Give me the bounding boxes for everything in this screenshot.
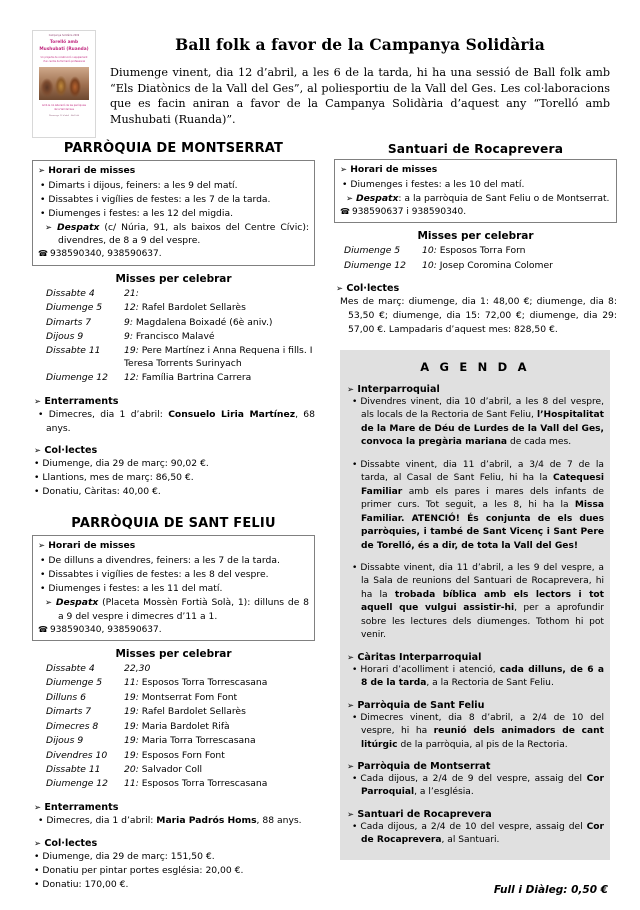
mass-day: Dissabte 11 bbox=[46, 764, 101, 776]
mass-intention: Maria Torra Torrescasana bbox=[138, 735, 256, 747]
telephone-icon bbox=[38, 249, 50, 259]
montserrat-despatx-line bbox=[38, 221, 309, 249]
mass-day: Diumenge 12 bbox=[344, 259, 406, 271]
agenda-text: , a la Rectoria de Sant Feliu. bbox=[426, 678, 554, 689]
sant-feliu-title: PARRÒQUIA DE SANT FELIU bbox=[71, 516, 276, 532]
agenda-groups bbox=[346, 384, 604, 848]
agenda-text: Cada dijous, a 2/4 de 9 del vespre, assaig del bbox=[360, 773, 587, 784]
sant-feliu-schedule-heading bbox=[38, 539, 309, 553]
list-item bbox=[32, 457, 315, 471]
heading-label: Càritas Interparroquial bbox=[354, 651, 482, 663]
sant-feliu-despatx-line bbox=[38, 596, 309, 624]
agenda-emphasis: cada dilluns, de 6 a 8 de la tarda bbox=[361, 664, 604, 689]
agenda-group bbox=[346, 700, 604, 752]
montserrat-schedule-list bbox=[38, 179, 309, 221]
agenda-item bbox=[346, 562, 604, 643]
arrow-bullet-icon bbox=[34, 396, 41, 407]
poster-subtitle: Un projecte de construcció i equipament d'un centre de formació professional bbox=[40, 56, 88, 63]
mass-day: Divendres 10 bbox=[46, 749, 108, 761]
agenda-text: , al Santuari. bbox=[441, 835, 500, 846]
agenda-emphasis: Catequesi Familiar bbox=[361, 473, 604, 497]
list-item bbox=[38, 193, 309, 207]
agenda-group bbox=[346, 761, 604, 800]
list-item-text: Diumenges i festes: a les 10 del matí. bbox=[350, 178, 525, 190]
table-row bbox=[32, 330, 315, 344]
list-item bbox=[32, 850, 315, 864]
list-item-text: Dimarts i dijous, feiners: a les 9 del matí. bbox=[48, 179, 238, 191]
montserrat-collections bbox=[32, 445, 315, 499]
mass-time: 11: bbox=[124, 677, 139, 689]
mass-time: 19: bbox=[124, 749, 139, 761]
mass-time: 10: bbox=[422, 259, 437, 271]
rocaprevera-schedule-heading bbox=[340, 163, 611, 177]
mass-intention: Esposos Forn Font bbox=[138, 749, 225, 761]
sant-feliu-schedule-list bbox=[38, 554, 309, 596]
agenda-text: de la parròquia, al pis de la Rectoria. bbox=[397, 739, 568, 750]
header-text-block bbox=[96, 30, 610, 139]
heading-label: Parròquia de Montserrat bbox=[354, 760, 491, 772]
arrow-bullet-icon bbox=[336, 283, 343, 294]
agenda-group-heading bbox=[347, 809, 604, 820]
rocaprevera-schedule-list bbox=[340, 178, 611, 192]
montserrat-title: PARRÒQUIA DE MONTSERRAT bbox=[63, 141, 284, 156]
agenda-text: Horari d’acolliment i atenció, bbox=[360, 664, 500, 675]
arrow-bullet-icon bbox=[34, 445, 41, 456]
mass-detail bbox=[124, 720, 315, 734]
list-item-text: Donatiu: 170,00 €. bbox=[42, 878, 129, 890]
mass-time: 12: bbox=[124, 372, 139, 384]
mass-time: 19: bbox=[124, 345, 139, 357]
mass-day: Dilluns 6 bbox=[46, 691, 86, 703]
list-item bbox=[38, 207, 309, 221]
mass-day: Dissabte 4 bbox=[46, 287, 95, 299]
mass-detail bbox=[124, 763, 315, 777]
telephone-icon bbox=[340, 207, 352, 217]
arrow-bullet-icon bbox=[346, 193, 353, 204]
despatx-label: Despatx bbox=[57, 221, 100, 233]
agenda-group-heading bbox=[347, 761, 604, 772]
bullet-icon: • bbox=[38, 408, 49, 420]
sant-feliu-masses-table bbox=[32, 662, 315, 792]
sant-feliu-masses-heading: Misses per celebrar bbox=[115, 648, 232, 661]
heading-label: Parròquia de Sant Feliu bbox=[354, 699, 485, 711]
heading-label: Enterraments bbox=[44, 801, 119, 813]
agenda-text: , per a aprofundir sobre les lectures dels diumenges. Tothom hi pot venir. bbox=[361, 603, 604, 641]
sant-feliu-collections-heading bbox=[34, 838, 315, 849]
list-item bbox=[32, 864, 315, 878]
arrow-bullet-icon bbox=[45, 222, 52, 233]
agenda-text: Dimecres vinent, dia 8 d’abril, a 2/4 de 10 del vespre, hi ha bbox=[360, 712, 604, 737]
agenda-item bbox=[346, 396, 604, 450]
rocaprevera-info-box bbox=[334, 159, 617, 223]
arrow-bullet-icon bbox=[347, 809, 354, 820]
burial-age: , 88 anys. bbox=[256, 814, 302, 826]
section-montserrat bbox=[32, 142, 315, 499]
mass-day: Dimecres 8 bbox=[46, 720, 99, 732]
mass-time: 11: bbox=[124, 778, 139, 790]
mass-intention: Esposos Torra Torrescasana bbox=[138, 677, 268, 689]
poster-photo bbox=[39, 67, 89, 100]
agenda-item bbox=[346, 773, 604, 800]
table-row bbox=[32, 316, 315, 330]
despatx-label: Despatx bbox=[355, 192, 399, 204]
mass-time: 10: bbox=[422, 245, 437, 257]
table-row bbox=[32, 777, 315, 791]
mass-intention: Esposos Torra Torrescasana bbox=[138, 778, 268, 790]
mass-intention: Família Bartrina Carrera bbox=[138, 372, 252, 384]
mass-time: 20: bbox=[124, 764, 139, 776]
poster-footer-line-2: Diumenge 12 d'abril · Ball folk bbox=[48, 114, 80, 117]
montserrat-masses-table bbox=[32, 287, 315, 386]
agenda-spacer bbox=[346, 645, 604, 652]
agenda-emphasis: Missa Familiar. ATENCIÓ! És conjunta de els dues parròquies, i també de Sant Vicenç i Sant Pere de Torelló, és a dir, de tota la Vall del Ges! bbox=[361, 500, 604, 551]
agenda-emphasis: trobada bíblica amb els lectors i tot aquell que vulgui assistir-hi bbox=[361, 589, 605, 614]
arrow-bullet-icon bbox=[347, 761, 354, 772]
montserrat-phone-line bbox=[38, 248, 309, 262]
page-footer-price: Full i Diàleg: 0,50 € bbox=[493, 884, 608, 896]
arrow-bullet-icon bbox=[347, 652, 354, 663]
mass-day: Dissabte 4 bbox=[46, 663, 95, 675]
mass-time: 19: bbox=[124, 691, 139, 703]
list-item-text: Dissabtes i vigílies de festes: a les 8 del vespre. bbox=[48, 569, 269, 580]
mass-detail bbox=[124, 371, 315, 385]
mass-day: Diumenge 5 bbox=[46, 677, 103, 689]
table-row bbox=[32, 734, 315, 748]
agenda-item bbox=[346, 712, 604, 752]
burial-name: Maria Padrós Homs bbox=[156, 814, 257, 826]
agenda-spacer bbox=[346, 754, 604, 761]
rocaprevera-title: Santuari de Rocaprevera bbox=[387, 142, 564, 156]
section-sant-feliu bbox=[32, 517, 315, 891]
right-column bbox=[334, 142, 617, 336]
mass-day: Dijous 9 bbox=[46, 735, 84, 747]
agenda-text: Dissabte vinent, dia 11 d’abril, a 3/4 de 7 de la tarda, al Casal de Sant Feliu, hi ha la bbox=[360, 459, 604, 484]
phone-numbers: 938590637 i 938590340. bbox=[351, 206, 467, 217]
despatx-text: (Placeta Mossèn Fortià Solà, 1): dilluns de 8 a 9 del vespre i dimecres d’11 a 1. bbox=[58, 596, 310, 622]
burial-age: , 68 anys. bbox=[46, 408, 315, 434]
montserrat-masses-heading: Misses per celebrar bbox=[115, 272, 232, 285]
telephone-icon bbox=[38, 625, 50, 635]
list-item-text: Donatiu per pintar portes església: 20,00 €. bbox=[42, 864, 244, 876]
table-row bbox=[334, 244, 617, 258]
campaign-poster-thumbnail bbox=[32, 30, 96, 138]
sant-feliu-burials-list bbox=[32, 814, 315, 828]
arrow-bullet-icon bbox=[340, 164, 347, 175]
agenda-group bbox=[346, 809, 604, 848]
table-row bbox=[32, 676, 315, 690]
agenda-text: Dissabte vinent, dia 11 d’abril, a les 9 del vespre, a la Sala de reunions del Santuari de Rocaprevera, hi ha la bbox=[360, 562, 604, 600]
mass-time: 19: bbox=[124, 706, 139, 718]
mass-day: Dimarts 7 bbox=[46, 316, 92, 328]
mass-time: 9: bbox=[124, 316, 133, 328]
heading-label: Col·lectes bbox=[346, 282, 400, 294]
burial-name: Consuelo Liria Martínez bbox=[168, 408, 296, 420]
agenda-item bbox=[346, 459, 604, 553]
list-item bbox=[38, 568, 309, 582]
list-item bbox=[32, 814, 315, 828]
list-item-text: Diumenges i festes: a les 11 del matí. bbox=[48, 582, 223, 594]
heading-label: Col·lectes bbox=[44, 445, 98, 457]
burial-date: Dimecres, dia 1 d’abril: bbox=[48, 408, 169, 420]
agenda-group-heading bbox=[347, 652, 604, 663]
rocaprevera-masses-table bbox=[334, 244, 617, 273]
montserrat-collections-list bbox=[32, 457, 315, 499]
agenda-text: Cada dijous, a 2/4 de 10 del vespre, assaig del bbox=[360, 821, 587, 832]
rocaprevera-masses-heading: Misses per celebrar bbox=[417, 230, 534, 243]
rocaprevera-collections-list bbox=[334, 295, 617, 336]
mass-intention: Rafel Bardolet Sellarès bbox=[138, 706, 246, 718]
agenda-text: de cada mes. bbox=[507, 437, 572, 448]
agenda-emphasis: Cor Parroquial bbox=[361, 773, 604, 798]
agenda-text: , a l’església. bbox=[414, 787, 474, 798]
mass-intention: Magdalena Boixadé (6è aniv.) bbox=[132, 316, 273, 328]
mass-day: Dissabte 11 bbox=[46, 345, 101, 357]
agenda-emphasis: l’Hospitalitat de la Mare de Déu de Lurdes de la Vall del Ges, convoca la pregària mariana bbox=[361, 410, 604, 448]
heading-label: Horari de misses bbox=[48, 164, 136, 176]
agenda-emphasis: Cor de Rocaprevera bbox=[361, 821, 604, 846]
agenda-item bbox=[346, 664, 604, 691]
arrow-bullet-icon bbox=[34, 802, 41, 813]
mass-detail bbox=[124, 705, 315, 719]
table-row bbox=[32, 749, 315, 763]
mass-intention: Esposos Torra Forn bbox=[436, 245, 526, 257]
list-item-text: Diumenges i festes: a les 12 del migdia. bbox=[48, 207, 233, 219]
agenda-text: Divendres vinent, dia 10 d’abril, a les 8 del vespre, als locals de la Rectoria de Sant Feliu, bbox=[360, 397, 604, 421]
despatx-label: Despatx bbox=[55, 596, 99, 608]
heading-label: Santuari de Rocaprevera bbox=[354, 808, 492, 820]
list-item bbox=[32, 408, 315, 436]
montserrat-burials-list bbox=[32, 408, 315, 436]
burial-date: Dimecres, dia 1 d’abril: bbox=[46, 814, 157, 826]
mass-detail bbox=[124, 287, 315, 301]
arrow-bullet-icon bbox=[45, 597, 52, 608]
mass-intention: Rafel Bardolet Sellarès bbox=[138, 302, 246, 314]
left-column bbox=[32, 142, 315, 892]
table-row bbox=[32, 371, 315, 385]
agenda-group-heading bbox=[347, 384, 604, 395]
mass-detail bbox=[422, 244, 617, 258]
mass-detail bbox=[124, 316, 315, 330]
montserrat-info-box bbox=[32, 160, 315, 266]
sant-feliu-burials bbox=[32, 802, 315, 828]
mass-detail bbox=[124, 344, 315, 371]
arrow-bullet-icon bbox=[38, 540, 45, 551]
list-item bbox=[334, 295, 617, 336]
page-title: Ball folk a favor de la Campanya Solidària bbox=[175, 35, 545, 54]
table-row bbox=[334, 259, 617, 273]
mass-detail bbox=[124, 734, 315, 748]
mass-detail bbox=[422, 259, 617, 273]
montserrat-collections-heading bbox=[34, 445, 315, 456]
sant-feliu-phone-line bbox=[38, 624, 309, 638]
mass-detail bbox=[124, 676, 315, 690]
agenda-title: A G E N D A bbox=[420, 360, 530, 374]
bullet-icon: • bbox=[38, 814, 47, 826]
list-item-text: Diumenge, dia 29 de març: 90,02 €. bbox=[42, 458, 209, 470]
list-item-text: Mes de març: diumenge, dia 1: 48,00 €; diumenge, dia 8: 53,50 €; diumenge, dia 15: 72,00 €; diumenge, dia 29: 57,00 €. Lampadaris d’aquest mes: 828,50 €. bbox=[340, 295, 617, 335]
agenda-spacer bbox=[346, 693, 604, 700]
list-item-text: Diumenge, dia 29 de març: 151,50 €. bbox=[42, 850, 215, 862]
poster-top-line: Campanya Solidària 2009 bbox=[48, 34, 80, 37]
table-row bbox=[32, 705, 315, 719]
agenda-group bbox=[346, 384, 604, 643]
agenda-item bbox=[346, 821, 604, 848]
table-row bbox=[32, 763, 315, 777]
heading-label: Col·lectes bbox=[44, 837, 98, 849]
rocaprevera-phone-line bbox=[340, 206, 611, 220]
table-row bbox=[32, 720, 315, 734]
list-item-text: De dilluns a divendres, feiners: a les 7 de la tarda. bbox=[48, 555, 280, 567]
mass-day: Diumenge 12 bbox=[46, 778, 108, 790]
montserrat-burials bbox=[32, 396, 315, 436]
mass-intention: Montserrat Fom Font bbox=[138, 691, 238, 703]
list-item bbox=[32, 878, 315, 892]
mass-day: Dijous 9 bbox=[46, 331, 84, 343]
list-item-text: Llantions, mes de març: 86,50 €. bbox=[42, 472, 194, 484]
mass-time: 21: bbox=[124, 287, 139, 299]
arrow-bullet-icon bbox=[38, 165, 45, 176]
poster-footer-line: Amb la col·laboració de les parròquies de la Vall del Ges bbox=[42, 104, 86, 111]
list-item bbox=[38, 554, 309, 568]
header-lede-paragraph: Diumenge vinent, dia 12 d’abril, a les 6 de la tarda, hi ha una sessió de Ball folk amb “Els Diatònics de la Vall del Ges”, al poliesportiu de la Vall del Ges. Les col·laboracions que es facin aniran a favor de la Campanya Solidària d’aquest any “Torelló amb Mushubati (Ruanda)”. bbox=[110, 65, 610, 127]
montserrat-schedule-heading bbox=[38, 164, 309, 178]
table-row bbox=[32, 662, 315, 676]
table-row bbox=[32, 691, 315, 705]
rocaprevera-collections bbox=[334, 283, 617, 336]
phone-numbers: 938590340, 938590637. bbox=[49, 249, 162, 260]
agenda-panel bbox=[340, 350, 610, 860]
arrow-bullet-icon bbox=[347, 384, 354, 395]
mass-detail bbox=[124, 330, 315, 344]
mass-detail bbox=[124, 749, 315, 763]
mass-intention: Pere Martínez i Anna Requena i fills. I Teresa Torrents Surinyach bbox=[124, 345, 313, 369]
despatx-text: (c/ Núria, 91, als baixos del Centre Cívic): divendres, de 8 a 9 del vespre. bbox=[58, 221, 310, 247]
heading-label: Interparroquial bbox=[354, 384, 440, 395]
list-item-text: Dissabtes i vigílies de festes: a les 7 de la tarda. bbox=[48, 193, 271, 205]
section-rocaprevera bbox=[334, 142, 617, 336]
agenda-group-heading bbox=[347, 700, 604, 711]
heading-label: Enterraments bbox=[44, 395, 119, 407]
sant-feliu-collections bbox=[32, 838, 315, 892]
heading-label: Horari de misses bbox=[350, 164, 438, 176]
mass-detail bbox=[124, 301, 315, 315]
table-row bbox=[32, 287, 315, 301]
mass-intention: Josep Coromina Colomer bbox=[436, 259, 553, 271]
list-item bbox=[340, 178, 611, 192]
mass-day: Dimarts 7 bbox=[46, 706, 92, 718]
mass-time: 22,30 bbox=[124, 663, 151, 675]
mass-detail bbox=[124, 777, 315, 791]
mass-time: 9: bbox=[124, 331, 133, 343]
agenda-group bbox=[346, 652, 604, 691]
mass-intention: Maria Bardolet Rifà bbox=[138, 720, 230, 732]
mass-day: Diumenge 5 bbox=[46, 302, 103, 314]
agenda-text: amb els pares i mares dels infants de primer curs. Tot seguit, a les 8, hi ha la bbox=[361, 486, 604, 511]
despatx-text: : a la parròquia de Sant Feliu o de Montserrat. bbox=[398, 192, 610, 204]
poster-title: Torelló amb Mushubati (Ruanda) bbox=[39, 40, 89, 53]
rocaprevera-collections-heading bbox=[336, 283, 617, 294]
mass-day: Diumenge 5 bbox=[344, 245, 401, 257]
heading-label: Horari de misses bbox=[48, 540, 136, 552]
phone-numbers: 938590340, 938590637. bbox=[49, 624, 162, 635]
mass-detail bbox=[124, 662, 315, 676]
agenda-emphasis: reunió dels animadors de cant litúrgic bbox=[361, 726, 604, 750]
list-item bbox=[38, 582, 309, 596]
sant-feliu-collections-list bbox=[32, 850, 315, 892]
arrow-bullet-icon bbox=[347, 700, 354, 711]
arrow-bullet-icon bbox=[34, 838, 41, 849]
page-header bbox=[32, 30, 610, 139]
sant-feliu-burials-heading bbox=[34, 802, 315, 813]
mass-detail bbox=[124, 691, 315, 705]
list-item bbox=[32, 485, 315, 499]
agenda-spacer bbox=[346, 802, 604, 809]
mass-time: 12: bbox=[124, 302, 139, 314]
mass-day: Diumenge 12 bbox=[46, 372, 108, 384]
table-row bbox=[32, 344, 315, 371]
table-row bbox=[32, 301, 315, 315]
list-item bbox=[38, 179, 309, 193]
sant-feliu-info-box bbox=[32, 535, 315, 641]
montserrat-burials-heading bbox=[34, 396, 315, 407]
mass-time: 19: bbox=[124, 720, 139, 732]
mass-time: 19: bbox=[124, 735, 139, 747]
rocaprevera-despatx-line bbox=[340, 192, 611, 206]
mass-intention: Francisco Malavé bbox=[132, 331, 215, 343]
list-item bbox=[32, 471, 315, 485]
list-item-text: Donatiu, Càritas: 40,00 €. bbox=[42, 486, 161, 498]
mass-intention: Salvador Coll bbox=[138, 764, 203, 776]
